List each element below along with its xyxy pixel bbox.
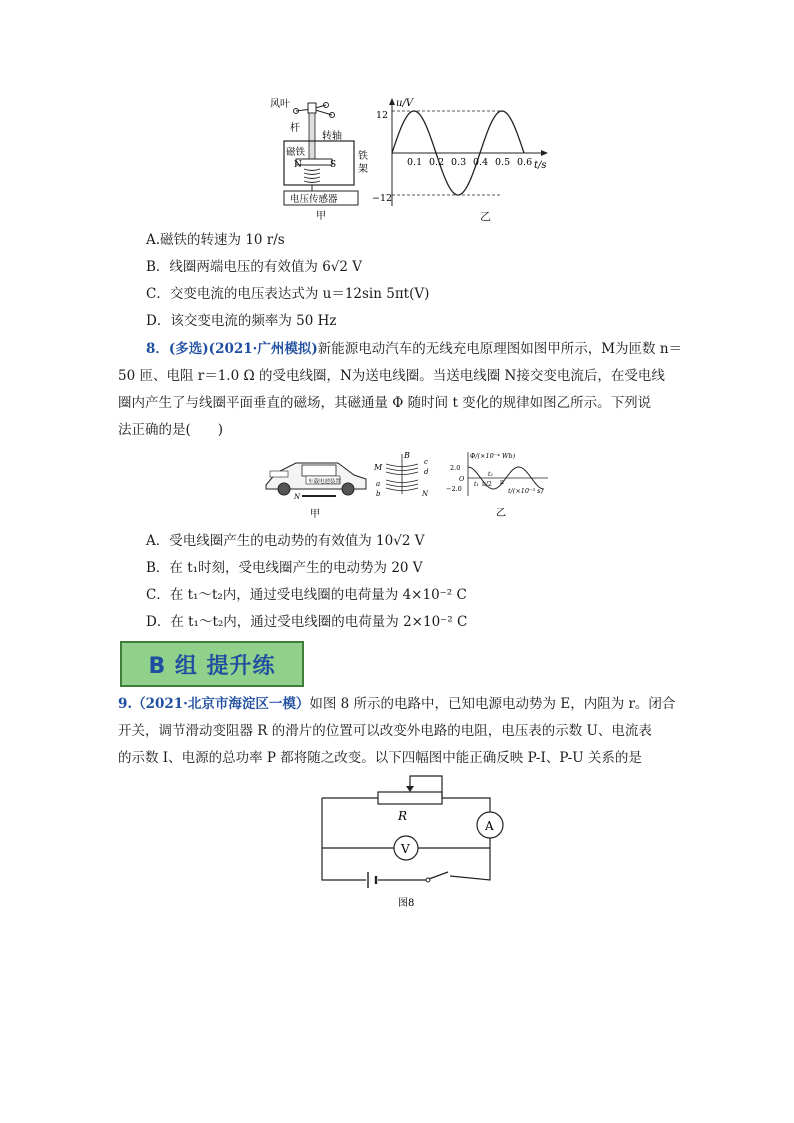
coil-label-d: d (424, 468, 429, 476)
figure-1-apparatus (268, 95, 378, 225)
q8-option-d: D．在 t₁～t₂内，通过受电线圈的电荷量为 2×10⁻² C (146, 614, 468, 630)
coil-label-b: B (404, 451, 410, 460)
x-tick-label: 0.6 (517, 157, 533, 168)
q8-source-tag: (多选)(2021·广州模拟) (168, 341, 318, 357)
q8-line-3: 圈内产生了与线圈平面垂直的磁场，其磁通量 Φ 随时间 t 变化的规律如图乙所示。下列说 (118, 395, 652, 411)
label-a: A (485, 819, 494, 833)
coil-label-a: a (376, 480, 381, 488)
q8-option-c: C．在 t₁～t₂内，通过受电线圈的电荷量为 4×10⁻² C (146, 587, 467, 603)
x-arrow (541, 150, 548, 156)
y-arrow (389, 98, 395, 105)
t1-label: t₁ (474, 481, 479, 488)
label-jia: 架 (358, 164, 368, 175)
q9-text-1: 如图 8 所示的电路中，已知电源电动势为 E，内阻为 r。闭合 (309, 696, 676, 712)
x-tick-label: 0.4 (473, 157, 489, 168)
label-fengye: 风叶 (270, 99, 290, 110)
q8-caption-jia: 甲 (310, 509, 320, 520)
x-tick-label: 0.2 (429, 157, 445, 168)
y-tick-label: −12 (372, 193, 393, 204)
q7-option-a: A.磁铁的转速为 10 r/s (146, 232, 285, 248)
car-wheel (278, 483, 290, 495)
y-axis-label: u/V (396, 98, 414, 109)
coil-label-m: M (374, 463, 383, 472)
q7-option-d: D．该交变电流的频率为 50 Hz (146, 313, 337, 329)
origin-label: O (459, 475, 465, 483)
car-window (302, 465, 336, 476)
label-r: R (398, 809, 408, 823)
switch-lever (429, 872, 448, 879)
q8-line-1 (146, 340, 682, 358)
caption-jia: 甲 (316, 211, 326, 222)
q8-option-b: B．在 t₁时刻，受电线圈产生的电动势为 20 V (146, 560, 423, 576)
y-tick-label: 12 (376, 110, 389, 121)
car-sign: 车载电池装置 (308, 479, 342, 485)
q9-circuit-diagram (318, 772, 508, 912)
coil-label-bb: b (376, 490, 381, 498)
caption-yi: 乙 (480, 210, 491, 223)
x-tick-label: 0.5 (495, 157, 511, 168)
q7-option-c: C．交变电流的电压表达式为 u＝12sin 5πt(V) (146, 286, 430, 302)
chart-2-flux (440, 448, 564, 520)
car-label-n: N (294, 493, 301, 501)
car-battery (270, 471, 288, 477)
coil-label-n: N (422, 490, 429, 498)
q8-figure-car (262, 449, 372, 521)
x-tick-label: 0.3 (451, 157, 467, 168)
t2-label: t₂ (488, 471, 493, 478)
wire (442, 798, 490, 812)
q8-line-4: 法正确的是( ) (118, 422, 224, 438)
q9-line-3: 的示数 I、电源的总功率 P 都将随之改变。以下四幅图中能正确反映 P-I、P-U 关系的是 (118, 750, 642, 766)
coil (304, 169, 320, 183)
label-n: N (294, 160, 302, 170)
car-wheel (342, 483, 354, 495)
y-tick-pos: 2.0 (450, 464, 461, 472)
label-gan: 杆 (290, 123, 300, 134)
chart-1-voltage (372, 96, 562, 226)
x-tick-label: 0.1 (407, 157, 423, 168)
q9-source-tag: （2021·北京市海淀区一模） (132, 696, 310, 712)
pi-label: π (500, 479, 504, 486)
y-axis-label: Φ/(×10⁻⁴ Wb) (470, 452, 516, 460)
q9-line-2: 开关，调节滑动变阻器 R 的滑片的位置可以改变外电路的电阻，电压表的示数 U、电流表 (118, 723, 652, 739)
q8-option-a: A．受电线圈产生的电动势的有效值为 10√2 V (146, 533, 425, 549)
q8-caption-yi: 乙 (496, 508, 506, 519)
pi-half-label: π/2 (482, 481, 492, 488)
label-citie: 磁铁 (286, 147, 306, 158)
y-tick-neg: −2.0 (446, 485, 462, 493)
q8-text-1: 新能源电动汽车的无线充电原理图如图甲所示，M为匝数 n＝ (317, 341, 683, 357)
label-v: V (401, 842, 410, 856)
rheostat (378, 792, 442, 804)
section-title: B 组 提升练 (148, 653, 276, 679)
q9-number: 9. (118, 696, 133, 712)
coil-label-c: c (424, 458, 428, 466)
x-axis-label: t/(×10⁻³ s) (508, 487, 544, 495)
label-s: S (330, 160, 337, 170)
shaft (309, 113, 315, 161)
label-tie: 铁 (358, 151, 368, 162)
x-axis-label: t/s (534, 160, 547, 171)
wire (322, 798, 366, 880)
q9-line-1 (118, 695, 675, 713)
hub (308, 103, 316, 113)
section-header (120, 641, 304, 687)
slider-arrow (406, 786, 414, 792)
q8-figure-coils (372, 450, 438, 500)
q8-line-2: 50 匝、电阻 r＝1.0 Ω 的受电线圈，N为送电线圈。当送电线圈 N接交变电流后，在受电线 (118, 368, 665, 384)
label-sensor: 电压传感器 (290, 194, 338, 205)
q7-option-b: B．线圈两端电压的有效值为 6√2 V (146, 259, 363, 275)
wire (450, 838, 490, 880)
circuit-caption: 图8 (398, 898, 415, 909)
q8-number: 8． (146, 341, 169, 357)
label-zhuanzhou: 转轴 (322, 131, 342, 142)
